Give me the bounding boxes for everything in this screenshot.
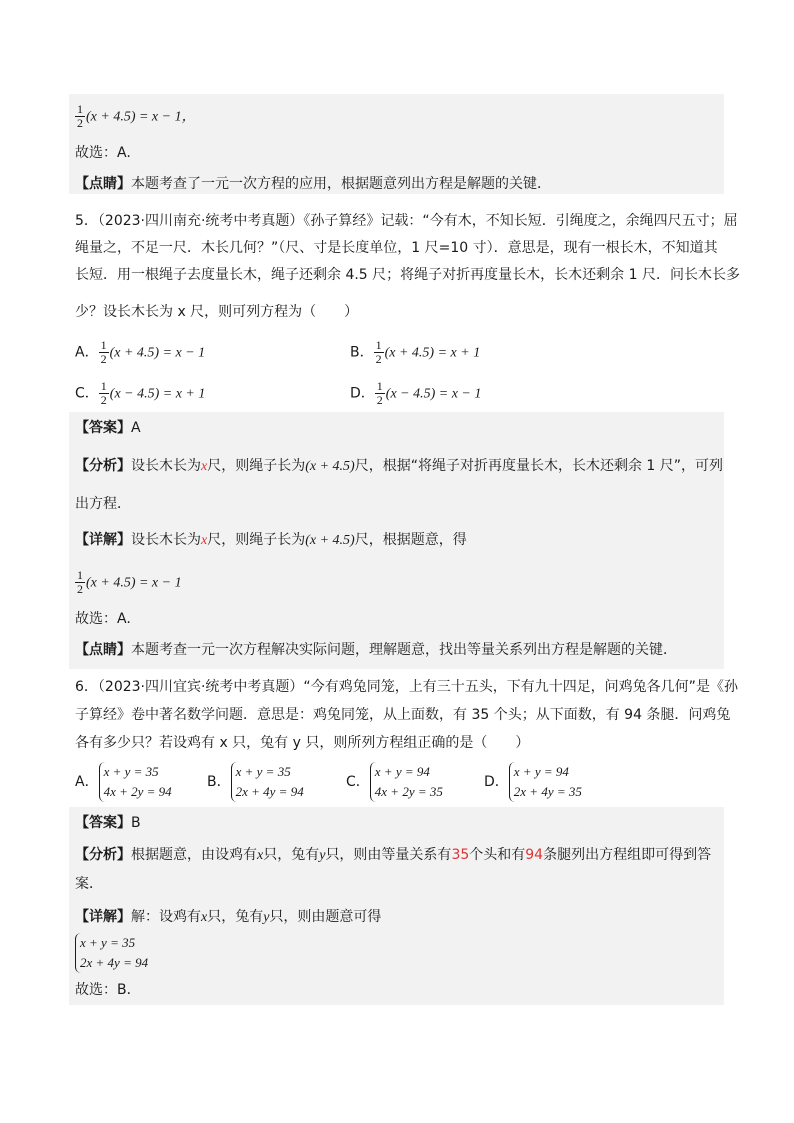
q5-answer: 【答案】A (75, 420, 141, 436)
q6-equation-system: x + y = 35 2x + 4y = 94 (75, 933, 148, 973)
q5-detail: 【详解】设长木长为x尺，则绳子长为(x + 4.5)尺，根据题意，得 (75, 532, 467, 548)
q5-option-b[interactable]: B． $\frac{1}{2}$ (x + 4.5) = x + 1 (350, 338, 481, 366)
q5-analysis: 【分析】设长木长为x尺，则绳子长为(x + 4.5)尺，根据“将绳子对折再度量长木，长木还剩余 1 尺”，可列 (75, 458, 724, 474)
q6-detail: 【详解】解：设鸡有x只，兔有y只，则由题意可得 (75, 909, 382, 925)
q6-choice: 故选：B． (75, 982, 141, 998)
q5-line-3: 长短．用一根绳子去度量长木，绳子还剩余 4.5 尺；将绳子对折再度量长木，长木还剩余 1 尺．问长木长多 (75, 267, 740, 283)
q6-option-c[interactable]: C． x + y = 94 4x + 2y = 35 (346, 762, 443, 802)
prev-comment: 【点睛】本题考查了一元一次方程的应用，根据题意列出方程是解题的关键． (75, 176, 551, 192)
prev-choice: 故选：A. (75, 145, 131, 161)
q5-analysis-line-2: 出方程． (75, 496, 131, 512)
q6-analysis: 【分析】根据题意，由设鸡有x只，兔有y只，则由等量关系有35个头和有94条腿列出方程组即可得到答 (75, 847, 712, 863)
q6-line-1: 6．（2023·四川宜宾·统考中考真题）“今有鸡兔同笼，上有三十五头，下有九十四足，问鸡兔各几何”是《孙 (75, 679, 738, 695)
q5-line-1: 5．（2023·四川南充·统考中考真题）《孙子算经》记载：“今有木，不知长短．引绳度之，余绳四尺五寸；屈 (75, 213, 738, 229)
q6-analysis-line-2: 案． (75, 876, 103, 892)
q5-line-2: 绳量之，不足一尺．木长几何？”（尺、寸是长度单位，1 尺=10 寸）．意思是，现有一根长木，不知道其 (75, 240, 718, 256)
q5-option-c[interactable]: C． $\frac{1}{2}$ (x − 4.5) = x + 1 (75, 379, 206, 407)
q5-option-a[interactable]: A． $\frac{1}{2}$ (x + 4.5) = x − 1 (75, 338, 206, 366)
q5-option-d[interactable]: D． $\frac{1}{2}$ (x − 4.5) = x − 1 (350, 379, 482, 407)
q5-line-4: 少？设长木长为 x 尺，则可列方程为（ ） (75, 304, 359, 320)
q6-option-b[interactable]: B． x + y = 35 2x + 4y = 94 (207, 762, 304, 802)
q5-choice: 故选：A. (75, 611, 131, 627)
q6-answer: 【答案】B (75, 815, 141, 831)
q6-line-2: 子算经》卷中著名数学问题．意思是：鸡兔同笼，从上面数，有 35 个头；从下面数，有 94 条腿．问鸡兔 (75, 707, 731, 723)
fraction-half: $\frac{1}{2}$ (77, 102, 83, 130)
q5-comment: 【点睛】本题考查一元一次方程解决实际问题，理解题意，找出等量关系列出方程是解题的关键． (75, 642, 677, 658)
q6-option-a[interactable]: A． x + y = 35 4x + 2y = 94 (75, 762, 172, 802)
q6-option-d[interactable]: D． x + y = 94 2x + 4y = 35 (484, 762, 582, 802)
q6-answer-block (69, 807, 724, 1005)
q5-detail-equation: $\frac{1}{2}$ (x + 4.5) = x − 1 (77, 568, 182, 596)
prev-equation: $\frac{1}{2}$ (x + 4.5) = x − 1， (77, 102, 196, 130)
q6-line-3: 各有多少只？若设鸡有 x 只，兔有 y 只，则所列方程组正确的是（ ） (75, 735, 530, 751)
